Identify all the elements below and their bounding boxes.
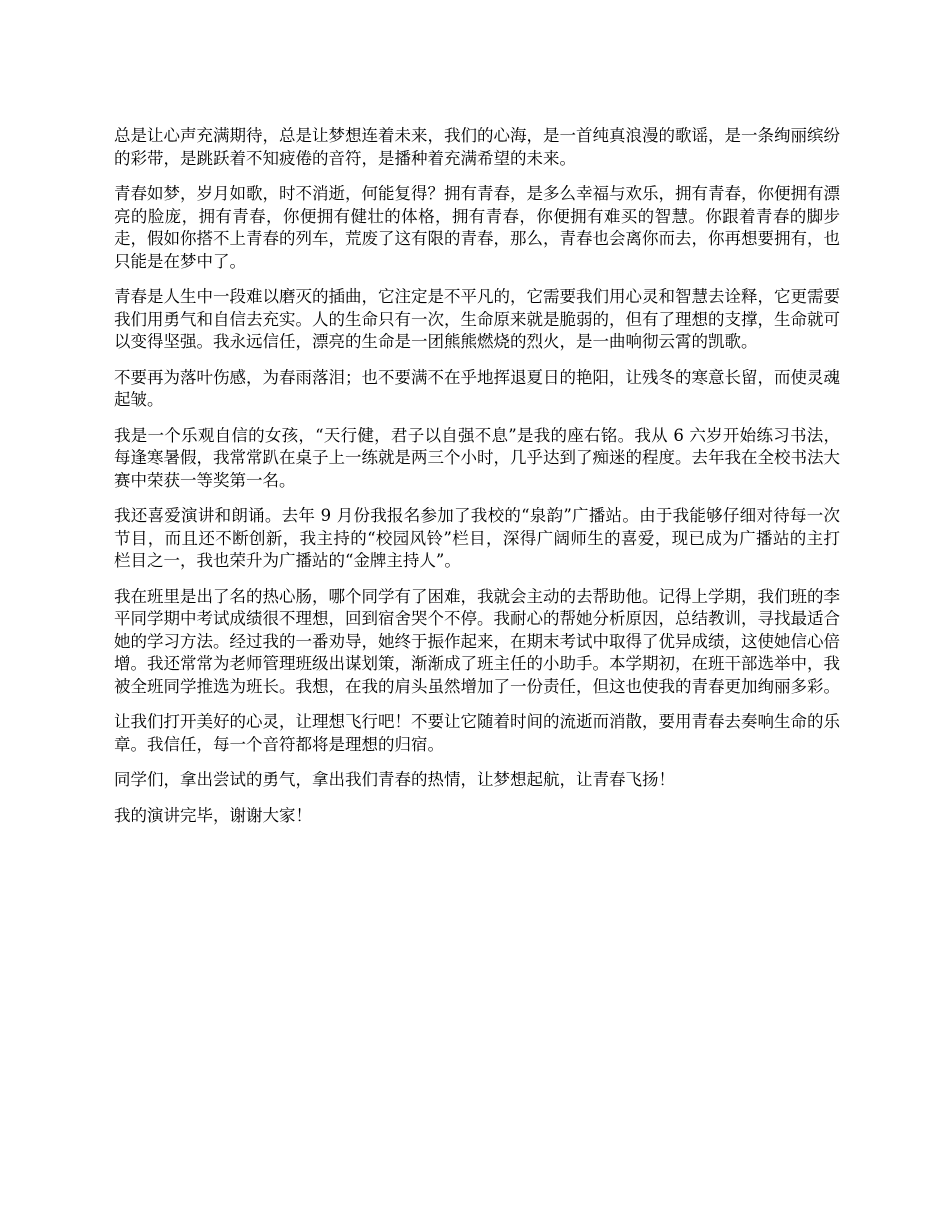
paragraph-6: 我还喜爱演讲和朗诵。去年 9 月份我报名参加了我校的“泉韵”广播站。由于我能够仔细对待每一次节目，而且还不断创新，我主持的“校园风铃”栏目，深得广阔师生的喜爱，现已成为广播站的主打栏目之一，我也荣升为广播站的“金牌主持人”。: [114, 506, 840, 570]
paragraph-8: 让我们打开美好的心灵，让理想飞行吧！不要让它随着时间的流逝而消散，要用青春去奏响生命的乐章。我信任，每一个音符都将是理想的归宿。: [114, 712, 840, 754]
paragraph-2: 青春如梦，岁月如歌，时不消逝，何能复得？拥有青春，是多么幸福与欢乐，拥有青春，你便拥有漂亮的脸庞，拥有青春，你便拥有健壮的体格，拥有青春，你便拥有难买的智慧。你跟着青春的脚步走，假如你搭不上青春的列车，荒废了这有限的青春，那么，青春也会离你而去，你再想要拥有，也只能是在梦中了。: [114, 184, 840, 271]
document-body: [114, 125, 840, 840]
paragraph-4: 不要再为落叶伤感，为春雨落泪；也不要满不在乎地挥退夏日的艳阳，让残冬的寒意长留，而使灵魂起皱。: [114, 367, 840, 409]
paragraph-9: 同学们，拿出尝试的勇气，拿出我们青春的热情，让梦想起航，让青春飞扬！: [114, 770, 675, 789]
paragraph-7: 我在班里是出了名的热心肠，哪个同学有了困难，我就会主动的去帮助他。记得上学期，我们班的李平同学期中考试成绩很不理想，回到宿舍哭个不停。我耐心的帮她分析原因，总结教训，寻找最适合她的学习方法。经过我的一番劝导，她终于振作起来，在期末考试中取得了优异成绩，这使她信心倍增。我还常常为老师管理班级出谋划策，渐渐成了班主任的小助手。本学期初，在班干部选举中，我被全班同学推选为班长。我想，在我的肩头虽然增加了一份责任，但这也使我的青春更加绚丽多彩。: [114, 586, 840, 696]
paragraph-5: 我是一个乐观自信的女孩，“天行健，君子以自强不息”是我的座右铭。我从 6 六岁开始练习书法，每逢寒暑假，我常常趴在桌子上一练就是两三个小时，几乎达到了痴迷的程度。去年我在全校书法大赛中荣获一等奖第一名。: [114, 425, 840, 490]
paragraph-10: 我的演讲完毕，谢谢大家！: [114, 805, 312, 825]
paragraph-3: 青春是人生中一段难以磨灭的插曲，它注定是不平凡的，它需要我们用心灵和智慧去诠释，它更需要我们用勇气和自信去充实。人的生命只有一次，生命原来就是脆弱的，但有了理想的支撑，生命就可以变得坚强。我永远信任，漂亮的生命是一团熊熊燃烧的烈火，是一曲响彻云霄的凯歌。: [114, 287, 840, 351]
paragraph-1: 总是让心声充满期待，总是让梦想连着未来，我们的心海，是一首纯真浪漫的歌谣，是一条绚丽缤纷的彩带，是跳跃着不知疲倦的音符，是播种着充满希望的未来。: [114, 126, 840, 168]
